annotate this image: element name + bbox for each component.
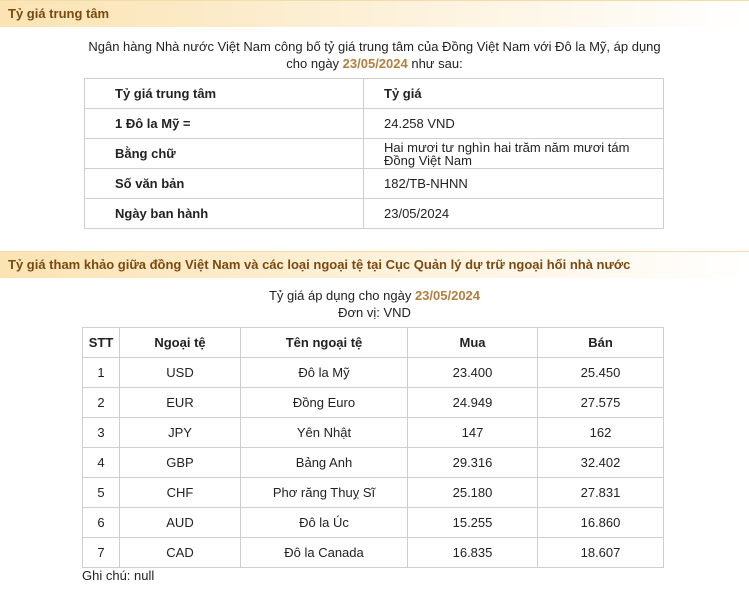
col-header-buy: Mua	[408, 328, 538, 358]
row-key: Số văn bản	[85, 169, 364, 199]
row-currency-code: CHF	[120, 478, 241, 508]
row-sell: 162	[538, 418, 664, 448]
row-buy: 147	[408, 418, 538, 448]
row-stt: 1	[83, 358, 120, 388]
row-value: 24.258 VND	[364, 109, 664, 139]
row-sell: 16.860	[538, 508, 664, 538]
row-stt: 6	[83, 508, 120, 538]
row-currency-code: GBP	[120, 448, 241, 478]
row-currency-code: USD	[120, 358, 241, 388]
row-currency-code: CAD	[120, 538, 241, 568]
row-currency-code: AUD	[120, 508, 241, 538]
col-header-stt: STT	[83, 328, 120, 358]
row-sell: 25.450	[538, 358, 664, 388]
row-buy: 23.400	[408, 358, 538, 388]
central-rate-table	[84, 78, 664, 229]
intro-text	[0, 39, 749, 71]
row-currency-name: Đô la Mỹ	[241, 358, 408, 388]
section-title: Tỷ giá tham khảo giữa đồng Việt Nam và các loại ngoại tệ tại Cục Quản lý dự trữ ngoại hối nhà nước	[8, 257, 631, 272]
row-currency-name: Đồng Euro	[241, 388, 408, 418]
row-currency-name: Đô la Úc	[241, 508, 408, 538]
table-row	[83, 388, 664, 418]
row-key: 1 Đô la Mỹ =	[85, 109, 364, 139]
col-header-currency: Ngoại tệ	[120, 328, 241, 358]
row-buy: 24.949	[408, 388, 538, 418]
intro-prefix: cho ngày	[286, 56, 343, 71]
row-currency-code: EUR	[120, 388, 241, 418]
table-row	[83, 358, 664, 388]
row-key: Ngày ban hành	[85, 199, 364, 229]
apply-prefix: Tỷ giá áp dụng cho ngày	[268, 288, 415, 303]
row-currency-name: Bảng Anh	[241, 448, 408, 478]
apply-date-text	[0, 288, 749, 303]
intro-line-1: Ngân hàng Nhà nước Việt Nam công bố tỷ giá trung tâm của Đồng Việt Nam với Đô la Mỹ, áp dụng	[88, 39, 661, 54]
col-header-sell: Bán	[538, 328, 664, 358]
row-buy: 16.835	[408, 538, 538, 568]
table-row	[83, 508, 664, 538]
row-buy: 25.180	[408, 478, 538, 508]
reference-rate-body	[83, 358, 664, 568]
note-text: Ghi chú: null	[82, 568, 155, 583]
row-key: Bằng chữ	[85, 139, 364, 169]
intro-suffix: như sau:	[407, 56, 463, 71]
row-value: 23/05/2024	[364, 199, 664, 229]
row-currency-name: Phơ răng Thuỵ Sĩ	[241, 478, 408, 508]
row-stt: 4	[83, 448, 120, 478]
row-stt: 5	[83, 478, 120, 508]
intro-line-2	[0, 56, 749, 71]
row-sell: 32.402	[538, 448, 664, 478]
table-row	[85, 139, 664, 169]
table-row	[85, 199, 664, 229]
row-value: Hai mươi tư nghìn hai trăm năm mươi tám Đồng Việt Nam	[364, 139, 664, 169]
row-sell: 18.607	[538, 538, 664, 568]
section-title: Tỷ giá trung tâm	[8, 6, 110, 21]
row-sell: 27.575	[538, 388, 664, 418]
header-value: Tỷ giá	[364, 79, 664, 109]
row-sell: 27.831	[538, 478, 664, 508]
table-row	[83, 448, 664, 478]
table-header-row	[83, 328, 664, 358]
row-currency-name: Yên Nhật	[241, 418, 408, 448]
row-stt: 7	[83, 538, 120, 568]
section-header-reference-rate	[0, 251, 749, 278]
section-header-central-rate	[0, 0, 749, 27]
table-row	[83, 418, 664, 448]
table-row	[85, 109, 664, 139]
intro-date: 23/05/2024	[342, 56, 408, 71]
row-currency-name: Đô la Canada	[241, 538, 408, 568]
row-currency-code: JPY	[120, 418, 241, 448]
table-header-row	[85, 79, 664, 109]
row-stt: 2	[83, 388, 120, 418]
table-row	[83, 478, 664, 508]
reference-rate-table	[82, 327, 664, 568]
table-row	[85, 169, 664, 199]
header-key: Tỷ giá trung tâm	[85, 79, 364, 109]
unit-text: Đơn vị: VND	[338, 305, 411, 320]
row-buy: 29.316	[408, 448, 538, 478]
table-row	[83, 538, 664, 568]
col-header-currency-name: Tên ngoại tệ	[241, 328, 408, 358]
row-buy: 15.255	[408, 508, 538, 538]
row-stt: 3	[83, 418, 120, 448]
row-value: 182/TB-NHNN	[364, 169, 664, 199]
apply-date: 23/05/2024	[414, 288, 481, 303]
